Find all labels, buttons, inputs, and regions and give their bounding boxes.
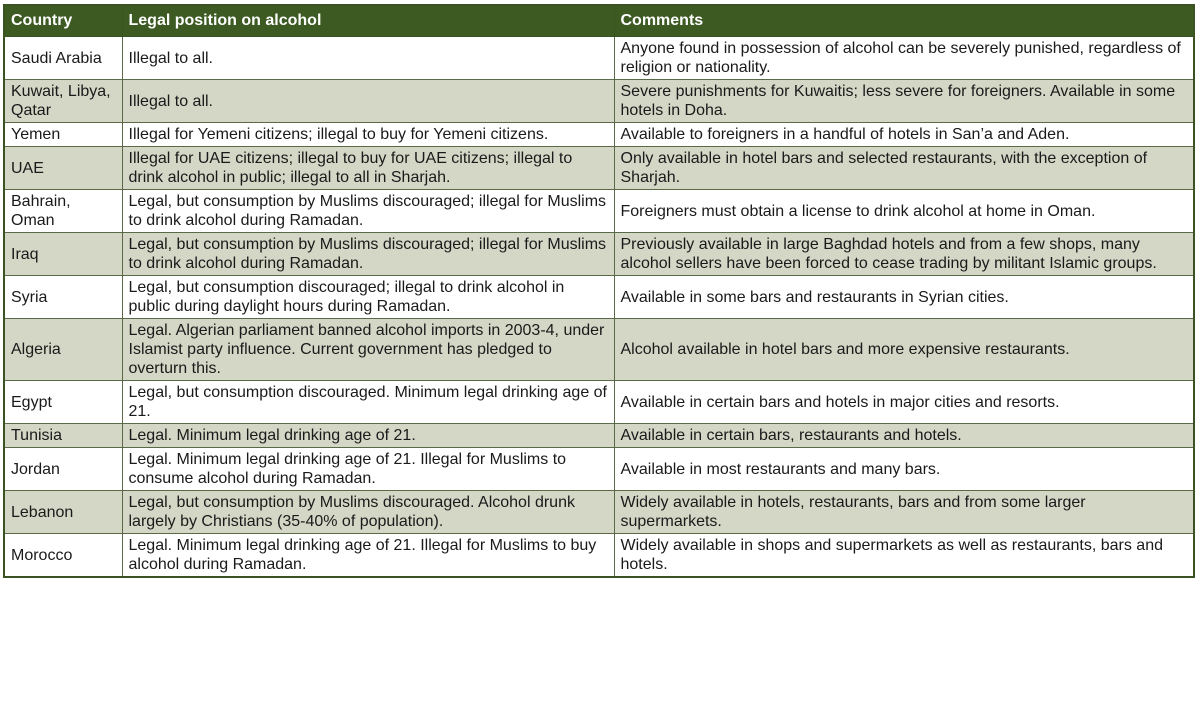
- cell-comments: Available in certain bars, restaurants and hotels.: [614, 424, 1194, 448]
- cell-country: Algeria: [4, 319, 122, 381]
- cell-country: Lebanon: [4, 491, 122, 534]
- cell-country: Iraq: [4, 233, 122, 276]
- table-row: [4, 233, 1194, 276]
- cell-country: Yemen: [4, 123, 122, 147]
- cell-comments: Alcohol available in hotel bars and more expensive restaurants.: [614, 319, 1194, 381]
- table-row: [4, 190, 1194, 233]
- cell-comments: Anyone found in possession of alcohol can be severely punished, regardless of religion or nationality.: [614, 37, 1194, 80]
- cell-country: Syria: [4, 276, 122, 319]
- cell-country: Saudi Arabia: [4, 37, 122, 80]
- cell-comments: Available to foreigners in a handful of hotels in San’a and Aden.: [614, 123, 1194, 147]
- cell-country: Bahrain, Oman: [4, 190, 122, 233]
- table-row: [4, 491, 1194, 534]
- table-row: [4, 424, 1194, 448]
- cell-comments: Widely available in hotels, restaurants, bars and from some larger supermarkets.: [614, 491, 1194, 534]
- table-row: [4, 534, 1194, 578]
- table-row: [4, 319, 1194, 381]
- cell-comments: Available in certain bars and hotels in major cities and resorts.: [614, 381, 1194, 424]
- cell-comments: Available in some bars and restaurants in Syrian cities.: [614, 276, 1194, 319]
- cell-legal: Illegal to all.: [122, 37, 614, 80]
- table-row: [4, 448, 1194, 491]
- header-country: Country: [4, 5, 122, 37]
- cell-legal: Legal. Minimum legal drinking age of 21.: [122, 424, 614, 448]
- cell-legal: Legal, but consumption discouraged. Minimum legal drinking age of 21.: [122, 381, 614, 424]
- header-legal-position: Legal position on alcohol: [122, 5, 614, 37]
- cell-country: Kuwait, Libya, Qatar: [4, 80, 122, 123]
- cell-comments: Foreigners must obtain a license to drink alcohol at home in Oman.: [614, 190, 1194, 233]
- cell-country: Jordan: [4, 448, 122, 491]
- cell-legal: Illegal for Yemeni citizens; illegal to buy for Yemeni citizens.: [122, 123, 614, 147]
- cell-legal: Legal. Minimum legal drinking age of 21. Illegal for Muslims to buy alcohol during Ramadan.: [122, 534, 614, 578]
- cell-comments: Widely available in shops and supermarkets as well as restaurants, bars and hotels.: [614, 534, 1194, 578]
- cell-comments: Severe punishments for Kuwaitis; less severe for foreigners. Available in some hotels in Doha.: [614, 80, 1194, 123]
- header-comments: Comments: [614, 5, 1194, 37]
- header-row: [4, 5, 1194, 37]
- cell-legal: Legal. Minimum legal drinking age of 21. Illegal for Muslims to consume alcohol during Ramadan.: [122, 448, 614, 491]
- alcohol-law-table-container: [3, 4, 1193, 578]
- cell-comments: Available in most restaurants and many bars.: [614, 448, 1194, 491]
- cell-legal: Illegal to all.: [122, 80, 614, 123]
- cell-country: UAE: [4, 147, 122, 190]
- table-row: [4, 80, 1194, 123]
- cell-legal: Legal, but consumption by Muslims discouraged. Alcohol drunk largely by Christians (35-40% of population).: [122, 491, 614, 534]
- cell-legal: Legal, but consumption by Muslims discouraged; illegal for Muslims to drink alcohol during Ramadan.: [122, 233, 614, 276]
- cell-legal: Legal. Algerian parliament banned alcohol imports in 2003-4, under Islamist party influence. Current government has pledged to overturn this.: [122, 319, 614, 381]
- cell-country: Egypt: [4, 381, 122, 424]
- cell-comments: Previously available in large Baghdad hotels and from a few shops, many alcohol sellers have been forced to cease trading by militant Islamic groups.: [614, 233, 1194, 276]
- table-row: [4, 37, 1194, 80]
- table-row: [4, 276, 1194, 319]
- cell-comments: Only available in hotel bars and selected restaurants, with the exception of Sharjah.: [614, 147, 1194, 190]
- cell-country: Morocco: [4, 534, 122, 578]
- cell-legal: Legal, but consumption discouraged; illegal to drink alcohol in public during daylight hours during Ramadan.: [122, 276, 614, 319]
- cell-country: Tunisia: [4, 424, 122, 448]
- table-row: [4, 123, 1194, 147]
- table-row: [4, 147, 1194, 190]
- alcohol-law-table: [3, 4, 1195, 578]
- table-row: [4, 381, 1194, 424]
- cell-legal: Illegal for UAE citizens; illegal to buy for UAE citizens; illegal to drink alcohol in public; illegal to all in Sharjah.: [122, 147, 614, 190]
- cell-legal: Legal, but consumption by Muslims discouraged; illegal for Muslims to drink alcohol during Ramadan.: [122, 190, 614, 233]
